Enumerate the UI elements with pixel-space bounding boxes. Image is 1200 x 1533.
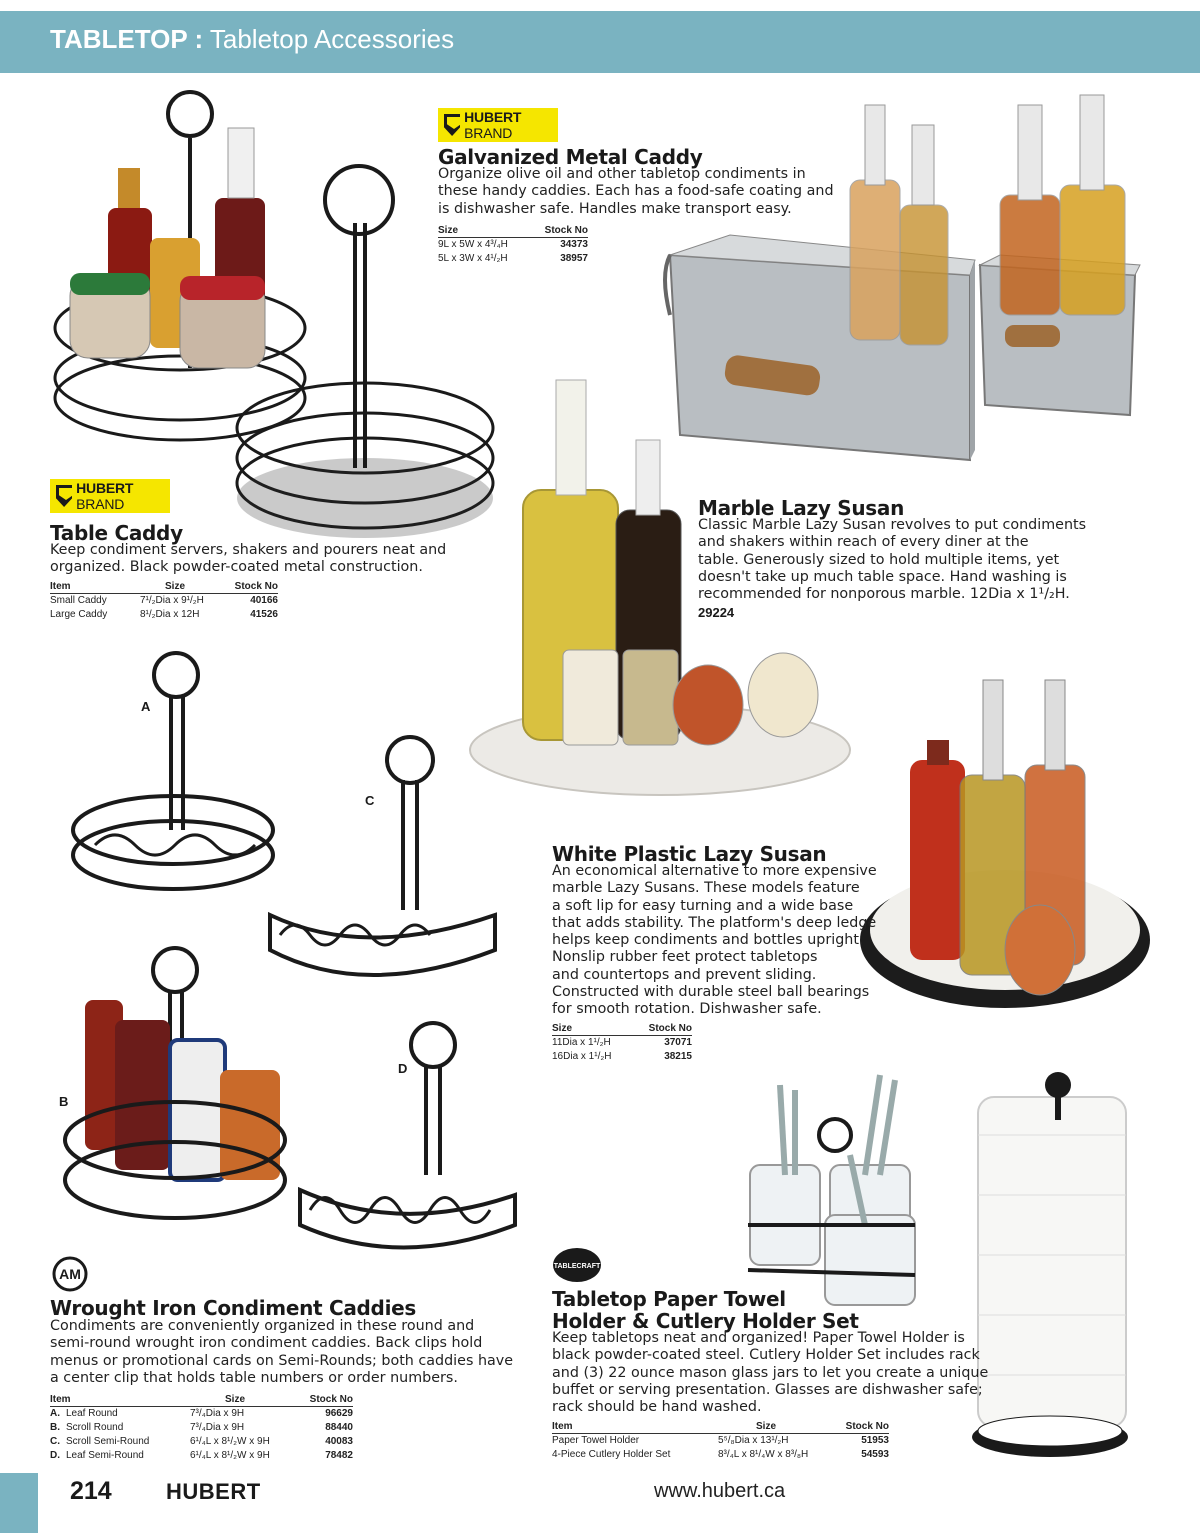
desc-line: and countertops and prevent sliding. <box>552 966 817 983</box>
desc-line: a center clip that holds table numbers or order numbers. <box>50 1369 458 1386</box>
item-cell: Leaf Round <box>66 1408 118 1419</box>
spec-row <box>438 238 588 252</box>
item-cell: 4-Piece Cutlery Holder Set <box>552 1449 671 1460</box>
size-header: Size <box>165 581 186 592</box>
desc-line: a soft lip for easy turning and a wide base <box>552 897 854 914</box>
item-header: Item <box>50 581 71 592</box>
size-cell: 9L x 5W x 4³/₄H <box>438 239 508 250</box>
product-title: Wrought Iron Condiment Caddies <box>50 1296 417 1320</box>
website-link[interactable]: www.hubert.ca <box>654 1480 786 1502</box>
size-cell: 6¹/₄L x 8¹/₂W x 9H <box>190 1436 270 1447</box>
desc-line: doesn't take up much table space. Hand washing is <box>698 568 1067 585</box>
item-cell: Scroll Round <box>66 1422 124 1433</box>
desc-line: marble Lazy Susans. These models feature <box>552 880 860 897</box>
variant-label-a: A <box>141 699 151 714</box>
stock-cell: 37071 <box>664 1037 692 1048</box>
desc-line: menus or promotional cards on Semi-Rounds; both caddies have <box>50 1352 514 1369</box>
product-title-line-2: Holder & Cutlery Holder Set <box>552 1309 859 1333</box>
desc-line: that adds stability. The platform's deep ledge <box>552 914 877 931</box>
spec-header-row <box>438 224 588 238</box>
stock-cell: 96629 <box>325 1408 353 1419</box>
letter-cell: D. <box>50 1450 60 1461</box>
stock-header: Stock No <box>234 581 278 592</box>
spec-row <box>50 1421 353 1435</box>
subsection-label: Tabletop Accessories <box>203 24 455 54</box>
variant-label-b: B <box>59 1094 69 1109</box>
wrought-iron-caddies-image <box>55 650 525 1250</box>
stock-cell: 54593 <box>861 1449 889 1460</box>
size-cell: 5L x 3W x 4¹/₂H <box>438 253 508 264</box>
size-cell: 7³/₄Dia x 9H <box>190 1422 245 1433</box>
item-cell: Large Caddy <box>50 609 108 620</box>
desc-line: Condiments are conveniently organized in these round and <box>50 1318 475 1334</box>
letter-cell: B. <box>50 1422 60 1433</box>
white-lazy-susan-image <box>855 680 1155 1020</box>
spec-row <box>50 594 278 608</box>
hubert-brand-badge <box>50 479 170 513</box>
size-cell: 7¹/₂Dia x 9¹/₂H <box>140 595 204 606</box>
size-header: Size <box>438 225 459 236</box>
desc-line: Classic Marble Lazy Susan revolves to put condiments <box>698 517 1087 533</box>
spec-row <box>552 1036 692 1050</box>
product-title: Marble Lazy Susan <box>698 496 905 520</box>
hubert-brand-badge <box>438 108 558 142</box>
stock-cell: 51953 <box>861 1435 889 1446</box>
size-cell: 11Dia x 1¹/₂H <box>552 1037 611 1048</box>
am-logo-text: AM <box>59 1266 81 1282</box>
spec-row <box>438 252 588 266</box>
hubert-shield-icon <box>56 485 72 507</box>
desc-line: table. Generously sized to hold multiple items, yet <box>698 551 1060 568</box>
spec-table <box>552 1022 692 1064</box>
stock-cell: 88440 <box>325 1422 353 1433</box>
desc-line: for smooth rotation. Dishwasher safe. <box>552 1001 822 1018</box>
stock-header: Stock No <box>544 225 588 236</box>
product-description <box>50 1318 513 1387</box>
size-cell: 7³/₄Dia x 9H <box>190 1408 245 1419</box>
stock-cell: 38215 <box>664 1051 692 1062</box>
stock-header: Stock No <box>309 1394 353 1405</box>
item-header: Item <box>552 1421 573 1432</box>
size-cell: 6¹/₄L x 8¹/₂W x 9H <box>190 1450 270 1461</box>
size-cell: 8³/₄L x 8¹/₄W x 8³/₈H <box>718 1449 809 1460</box>
spec-header-row <box>50 580 278 594</box>
stock-cell: 41526 <box>250 609 278 620</box>
desc-line: buffet or serving presentation. Glasses are dishwasher safe; <box>552 1381 983 1398</box>
product-title: White Plastic Lazy Susan <box>552 842 827 866</box>
page-number: 214 <box>70 1477 112 1505</box>
product-title-line-1: Tabletop Paper Towel <box>552 1287 786 1311</box>
spec-row <box>552 1434 889 1448</box>
product-title: Galvanized Metal Caddy <box>438 145 703 169</box>
product-description <box>698 517 1086 603</box>
brand-badge-text: HUBERT BRAND <box>76 480 134 512</box>
product-description <box>552 863 877 1019</box>
stock-cell: 40083 <box>325 1436 353 1447</box>
spec-table <box>50 1393 353 1463</box>
variant-label-d: D <box>398 1061 408 1076</box>
desc-line: and (3) 22 ounce mason glass jars to let you create a unique <box>552 1364 989 1381</box>
desc-line: these handy caddies. Each has a food-safe coating and <box>438 183 834 200</box>
desc-line: Constructed with durable steel ball bearings <box>552 984 870 1001</box>
desc-line: black powder-coated steel. Cutlery Holder Set includes rack <box>552 1347 980 1364</box>
item-cell: Small Caddy <box>50 595 107 606</box>
spec-header-row <box>50 1393 353 1407</box>
footer-accent-bar <box>0 1473 38 1533</box>
size-cell: 16Dia x 1¹/₂H <box>552 1051 612 1062</box>
size-cell: 8¹/₂Dia x 12H <box>140 609 200 620</box>
stock-header: Stock No <box>648 1023 692 1034</box>
letter-cell: A. <box>50 1408 60 1419</box>
brand-badge-text: HUBERT BRAND <box>464 109 522 141</box>
american-metalcraft-logo <box>50 1250 102 1292</box>
spec-header-row <box>552 1022 692 1036</box>
desc-line: Nonslip rubber feet protect tabletops <box>552 949 818 966</box>
stock-number: 29224 <box>698 605 735 620</box>
spec-row <box>50 1407 353 1421</box>
product-description <box>438 166 834 218</box>
item-header: Item <box>50 1394 71 1405</box>
item-cell: Leaf Semi-Round <box>66 1450 144 1461</box>
section-title <box>50 24 454 55</box>
size-header: Size <box>756 1421 777 1432</box>
spec-header-row <box>552 1420 889 1434</box>
spec-row <box>50 1435 353 1449</box>
product-description <box>50 542 446 577</box>
stock-cell: 34373 <box>560 239 588 250</box>
size-header: Size <box>225 1394 246 1405</box>
desc-line: organized. Black powder-coated metal construction. <box>50 559 423 576</box>
tablecraft-logo-text: TABLECRAFT <box>553 1263 601 1270</box>
stock-cell: 38957 <box>560 253 588 264</box>
desc-line: and shakers within reach of every diner at the <box>698 534 1029 551</box>
spec-row <box>552 1448 889 1462</box>
size-cell: 5⁵/₈Dia x 13¹/₂H <box>718 1435 789 1446</box>
desc-line: semi-round wrought iron condiment caddies. Back clips hold <box>50 1335 483 1352</box>
product-title: Table Caddy <box>50 521 183 545</box>
spec-table <box>438 224 588 266</box>
table-caddy-image <box>50 88 490 538</box>
tablecraft-logo <box>552 1246 602 1284</box>
section-label: TABLETOP : <box>50 24 204 54</box>
desc-line: helps keep condiments and bottles upright. <box>552 932 864 949</box>
spec-table <box>50 580 278 622</box>
stock-header: Stock No <box>845 1421 889 1432</box>
footer-brand: HUBERT <box>166 1479 261 1504</box>
spec-table <box>552 1420 889 1462</box>
variant-label-c: C <box>365 793 375 808</box>
desc-line: is dishwasher safe. Handles make transport easy. <box>438 200 792 217</box>
stock-cell: 40166 <box>250 595 278 606</box>
spec-row <box>50 608 278 622</box>
desc-line: recommended for nonporous marble. 12Dia x 1¹/₂H. <box>698 586 1070 603</box>
size-header: Size <box>552 1023 573 1034</box>
desc-line: Keep condiment servers, shakers and pourers neat and <box>50 542 447 558</box>
product-description <box>552 1330 988 1416</box>
spec-row <box>50 1449 353 1463</box>
desc-line: Keep tabletops neat and organized! Paper Towel Holder is <box>552 1330 965 1346</box>
stock-cell: 78482 <box>325 1450 353 1461</box>
desc-line: rack should be hand washed. <box>552 1399 762 1416</box>
item-cell: Scroll Semi-Round <box>66 1436 150 1447</box>
item-cell: Paper Towel Holder <box>552 1435 640 1446</box>
spec-row <box>552 1050 692 1064</box>
desc-line: An economical alternative to more expensive <box>552 863 877 879</box>
desc-line: Organize olive oil and other tabletop condiments in <box>438 166 806 182</box>
letter-cell: C. <box>50 1436 60 1447</box>
hubert-shield-icon <box>444 114 460 136</box>
